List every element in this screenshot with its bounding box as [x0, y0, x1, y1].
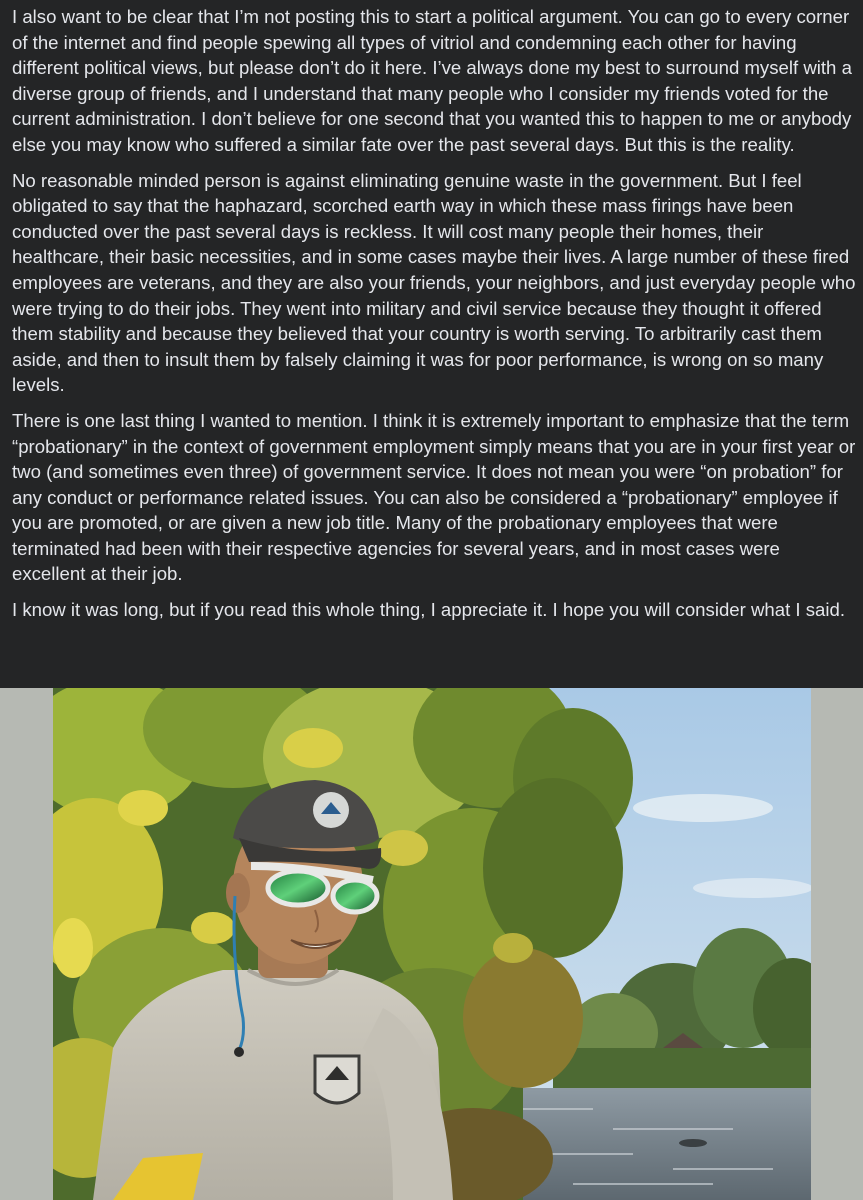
post-paragraph-4: I know it was long, but if you read this whole thing, I appreciate it. I hope you will consider what I said.: [12, 599, 846, 621]
post-paragraph-2: No reasonable minded person is against eliminating genuine waste in the government. But I feel obligated to say that the haphazard, scorched earth way in which these mass firings have been conducted over the past several days is reckless. It will cost many people their homes, their healthcare, their basic necessities, and in some cases maybe their lives. A large number of these fired employees are veterans, and they are also your friends, your neighbors, and just everyday people who were trying to do their jobs. They went into military and civil service because they thought it offered them stability and because they believed that your country is worth serving. To arbitrarily cast them aside, and then to insult them by falsely claiming it was for poor performance, is wrong on so many levels.: [12, 169, 856, 396]
post-body: [12, 4, 858, 633]
post-paragraph-3: There is one last thing I wanted to mention. I think it is extremely important to emphasize that the term “probationary” in the context of government employment simply means that you are in your first year or two (and sometimes even three) of government service. It does not mean you were “on probation” for any conduct or performance related issues. You can also be considered a “probationary” employee if you are promoted, or are given a new job title. Many of the probationary employees that were terminated had been with their respective agencies for several years, and in most cases were excellent at their job.: [12, 409, 856, 585]
post-photo[interactable]: [53, 688, 811, 1200]
photo-container: [0, 688, 863, 1200]
post-paragraph-1: I also want to be clear that I’m not posting this to start a political argument. You can go to every corner of the internet and find people spewing all types of vitriol and condemning each other for having different political views, but please don’t do it here. I’ve always done my best to surround myself with a diverse group of friends, and I understand that many people who I consider my friends voted for the current administration. I don’t believe for one second that you wanted this to happen to me or anybody else you may know who suffered a similar fate over the past several days. But this is the reality.: [12, 6, 852, 155]
